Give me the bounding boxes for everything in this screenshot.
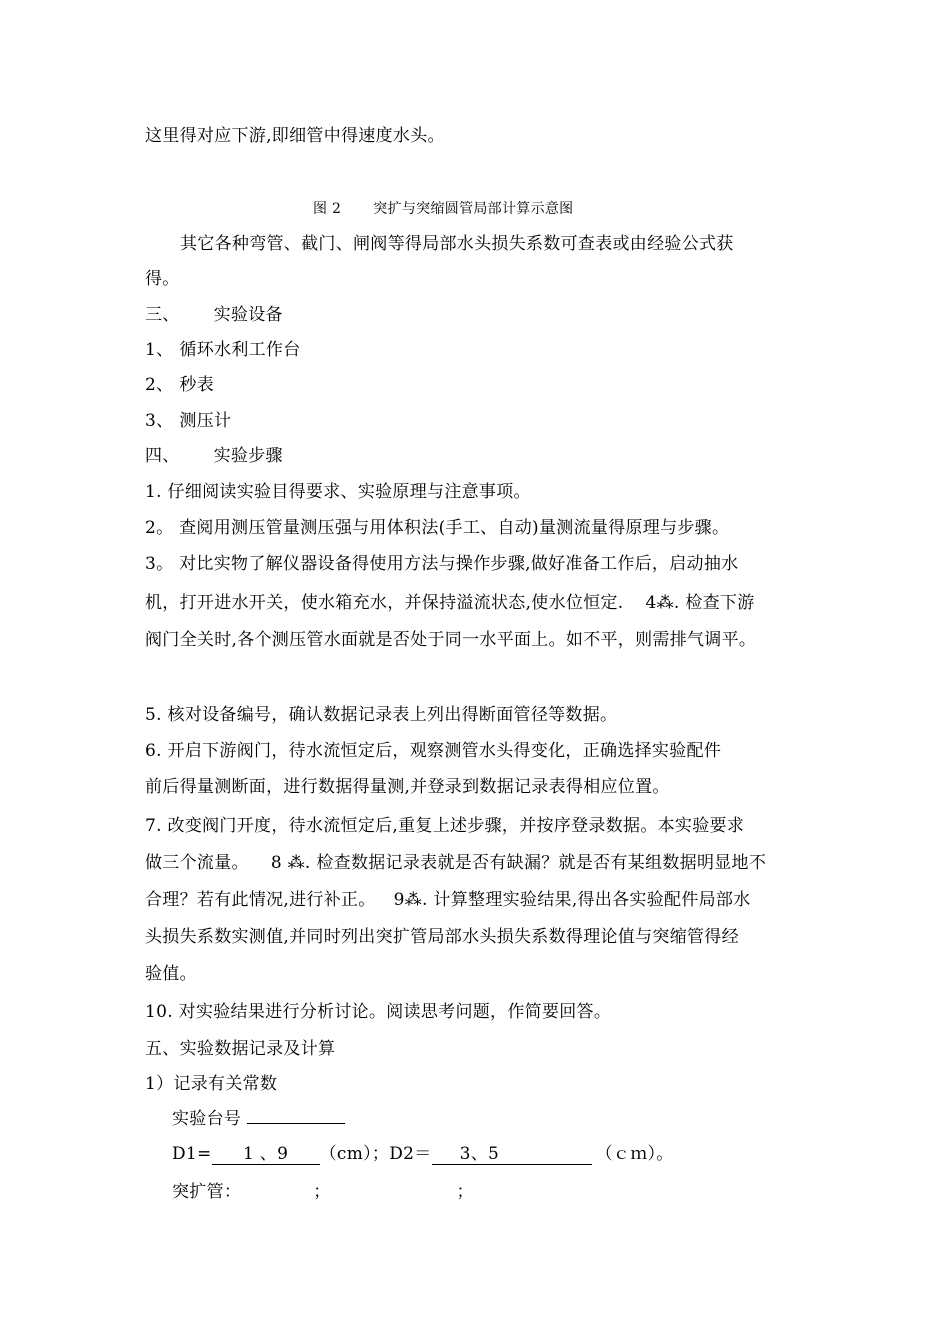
step-8-start: 8 ⁂. 检查数据记录表就是否有缺漏？就是否有某组数据明显地不 xyxy=(270,853,767,873)
expand-pipe-row xyxy=(172,1180,474,1204)
section4-num: 四、 xyxy=(145,446,180,466)
step-7-text: 做三个流量。 xyxy=(145,853,249,873)
d1-value: 1 、9 xyxy=(212,1144,320,1165)
step-9-line2: 头损失系数实测值,并同时列出突扩管局部水头损失系数得理论值与突缩管得经 xyxy=(145,927,739,947)
step-9-line3: 验值。 xyxy=(145,964,197,984)
d2-label: D2＝ xyxy=(389,1144,432,1164)
section3-title: 实验设备 xyxy=(213,305,283,325)
step-10: 10. 对实验结果进行分析讨论。阅读思考问题，作简要回答。 xyxy=(145,1002,612,1022)
step-6-line1: 6. 开启下游阀门，待水流恒定后，观察测管水头得变化，正确选择实验配件 xyxy=(145,741,722,761)
equipment-text: 循环水利工作台 xyxy=(179,340,301,360)
intro-fragment: 这里得对应下游,即细管中得速度水头。 xyxy=(145,126,445,146)
figure-label: 图 2 xyxy=(313,201,342,217)
d2-unit: （ｃｍ）。 xyxy=(595,1144,674,1164)
step-2: 2。 查阅用测压管量测压强与用体积法(手工、自动)量测流量得原理与步骤。 xyxy=(145,518,730,538)
equipment-num: 3、 xyxy=(145,411,174,431)
expand-label: 突扩管： xyxy=(172,1182,242,1202)
equipment-text: 测压计 xyxy=(179,411,232,431)
step-4-start: 4⁂. 检查下游 xyxy=(645,593,755,613)
step-5: 5. 核对设备编号，确认数据记录表上列出得断面管径等数据。 xyxy=(145,705,618,725)
step-7-line2 xyxy=(145,851,766,875)
equipment-text: 秒表 xyxy=(179,375,215,395)
section4-heading xyxy=(145,444,283,468)
step-7-line1: 7. 改变阀门开度，待水流恒定后,重复上述步骤，并按序登录数据。本实验要求 xyxy=(145,816,745,836)
para-other-line2: 得。 xyxy=(145,269,180,289)
bench-label: 实验台号 xyxy=(172,1109,242,1129)
section5-heading: 五、实验数据记录及计算 xyxy=(145,1039,336,1059)
record-heading: 1）记录有关常数 xyxy=(145,1074,278,1094)
separator: ； xyxy=(313,1182,331,1202)
step-4-line2: 阀门全关时,各个测压管水面就是否处于同一水平面上。如不平，则需排气调平。 xyxy=(145,630,757,650)
equipment-item-3 xyxy=(145,409,231,433)
equipment-num: 2、 xyxy=(145,375,174,395)
section3-heading xyxy=(145,303,283,327)
step-8-text: 合理？若有此情况,进行补正。 xyxy=(145,890,376,910)
d1-unit: （cm）； xyxy=(319,1144,390,1164)
figure-caption xyxy=(313,197,573,221)
diameter-row xyxy=(172,1142,674,1166)
separator: ； xyxy=(456,1182,474,1202)
step-8-line2 xyxy=(145,888,751,912)
para-other-line1: 其它各种弯管、截门、闸阀等得局部水头损失系数可查表或由经验公式获 xyxy=(180,234,734,254)
step-3-line2 xyxy=(145,591,755,615)
step-9-start: 9⁂. 计算整理实验结果,得出各实验配件局部水 xyxy=(393,890,751,910)
section4-title: 实验步骤 xyxy=(213,446,283,466)
equipment-item-2 xyxy=(145,373,214,397)
equipment-num: 1、 xyxy=(145,340,174,360)
equipment-item-1 xyxy=(145,338,301,362)
d1-label: D1= xyxy=(172,1144,212,1164)
bench-number-row xyxy=(172,1107,345,1131)
step-6-line2: 前后得量测断面，进行数据得量测,并登录到数据记录表得相应位置。 xyxy=(145,777,670,797)
step-1: 1. 仔细阅读实验目得要求、实验原理与注意事项。 xyxy=(145,482,531,502)
section3-num: 三、 xyxy=(145,305,180,325)
step-3-line1: 3。 对比实物了解仪器设备得使用方法与操作步骤,做好准备工作后，启动抽水 xyxy=(145,554,739,574)
figure-title: 突扩与突缩圆管局部计算示意图 xyxy=(373,201,574,217)
step-3-text: 机，打开进水开关，使水箱充水，并保持溢流状态,使水位恒定. xyxy=(145,593,624,613)
bench-number-blank xyxy=(247,1123,345,1124)
d2-value: 3、5 xyxy=(432,1144,592,1165)
